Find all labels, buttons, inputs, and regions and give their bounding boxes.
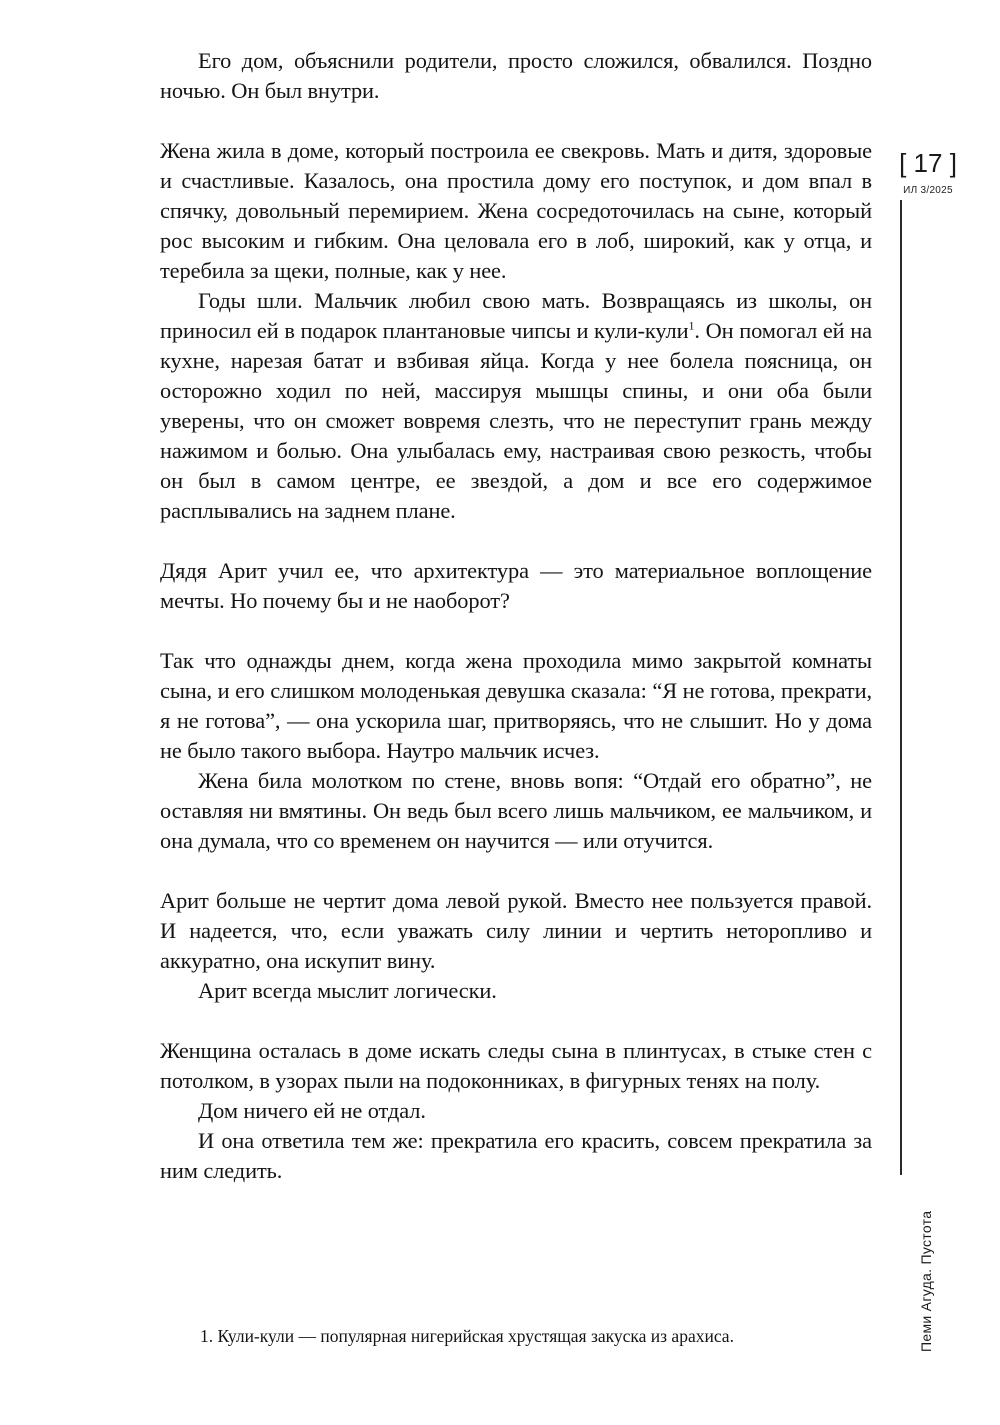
issue-label: ИЛ 3/2025 [903, 185, 953, 196]
main-text-column [160, 46, 872, 1186]
paragraph-3-end: . Он помогал ей на кухне, нарезая батат и взбивая яйца. Когда у нее болела поясница, он осторожно ходил по ней, массируя мышцы спины, и они оба были уверены, что он сможет вовремя слезть, что не переступит грань между нажимом и болью. Она улыбалась ему, настраивая свою резкость, чтобы он был в самом центре, ее звездой, а дом и все его содержимое расплывались на заднем плане. [160, 318, 872, 523]
page-number-bracket-close: ] [949, 148, 957, 178]
paragraph-3-start: Годы шли. Мальчик любил свою мать. Возвращаясь из школы, он приносил ей в подарок плантановые чипсы и кули-кули [160, 288, 872, 343]
paragraph-10: Дом ничего ей не отдал. [198, 1098, 426, 1123]
footnote-reference[interactable]: 1 [688, 318, 695, 333]
paragraph-11: И она ответила тем же: прекратила его красить, совсем прекратила за ним следить. [160, 1128, 872, 1183]
footnote: 1. Кули-кули — популярная нигерийская хрустящая закуска из арахиса. [200, 1326, 734, 1346]
paragraph-7: Арит больше не чертит дома левой рукой. Вместо нее пользуется правой. И надеется, что, если уважать силу линии и чертить неторопливо и аккуратно, она искупит вину. [160, 888, 872, 973]
page-number-value: 17 [913, 148, 943, 178]
paragraph-6: Жена била молотком по стене, вновь вопя: “Отдай его обратно”, не оставляя ни вмятины. Он ведь был всего лишь мальчиком, ее мальчиком, и она думала, что со временем он научится — или отучится. [160, 768, 872, 853]
running-title: Пеми Агуда. Пустота [918, 1210, 934, 1352]
paragraph-8: Арит всегда мыслит логически. [198, 978, 497, 1003]
paragraph-4: Дядя Арит учил ее, что архитектура — это материальное воплощение мечты. Но почему бы и не наоборот? [160, 558, 872, 613]
margin-divider [900, 200, 902, 1175]
paragraph-5: Так что однажды днем, когда жена проходила мимо закрытой комнаты сына, и его слишком молоденькая девушка сказала: “Я не готова, прекрати, я не готова”, — она ускорила шаг, притворяясь, что не слышит. Но у дома не было такого выбора. Наутро мальчик исчез. [160, 648, 872, 763]
paragraph-2: Жена жила в доме, который построила ее свекровь. Мать и дитя, здоровые и счастливые. Казалось, она простила дому его поступок, и дом впал в спячку, довольный перемирием. Жена сосредоточилась на сыне, который рос высоким и гибким. Она целовала его в лоб, широкий, как у отца, и теребила за щеки, полные, как у нее. [160, 138, 872, 283]
page-number-bracket-open: [ [899, 148, 907, 178]
page-number [896, 147, 960, 179]
paragraph-3 [160, 286, 872, 526]
paragraph-1: Его дом, объяснили родители, просто сложился, обвалился. Поздно ночью. Он был внутри. [160, 48, 872, 103]
paragraph-9: Женщина осталась в доме искать следы сына в плинтусах, в стыке стен с потолком, в узорах пыли на подоконниках, в фигурных тенях на полу. [160, 1038, 872, 1093]
